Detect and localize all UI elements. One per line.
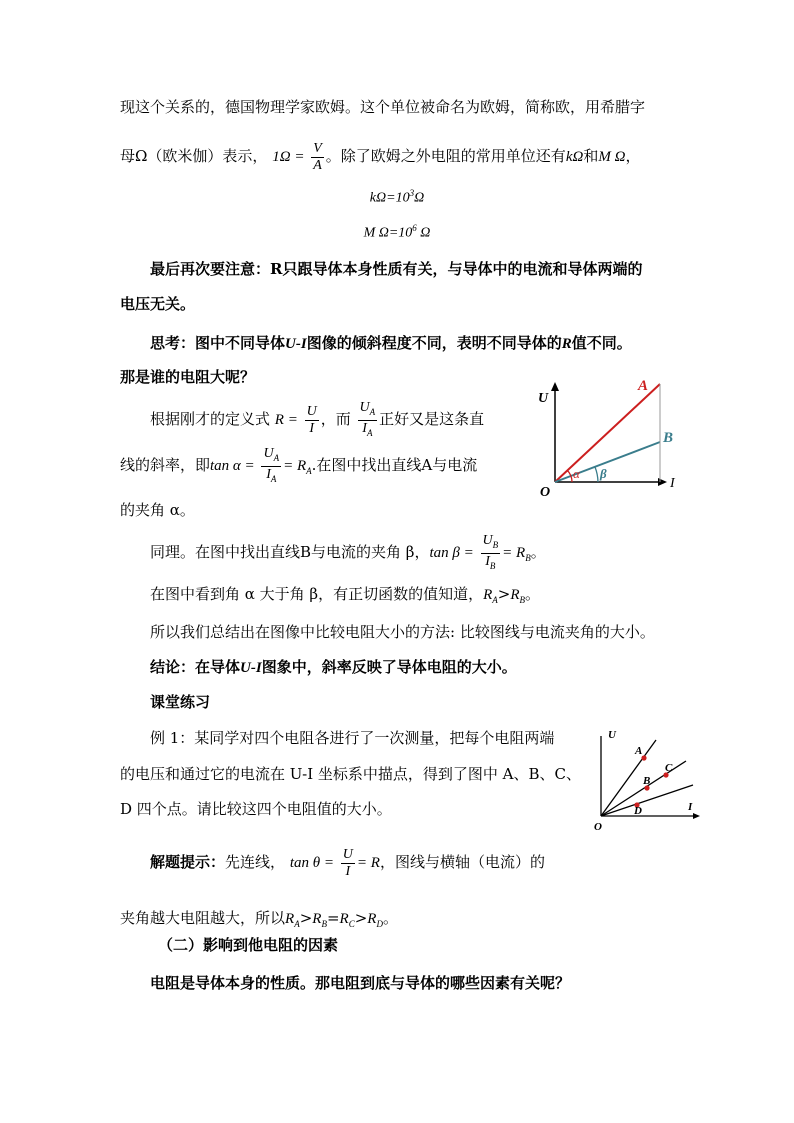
r: R	[285, 911, 295, 927]
example-line-2: 的电压和通过它的电流在 U-I 坐标系中描点，得到了图中 A、B、C、	[120, 765, 582, 783]
frac-num: V	[313, 140, 322, 156]
line-a	[555, 384, 660, 482]
ra: R	[483, 587, 493, 603]
conclusion-line	[150, 657, 517, 678]
frac-den: I	[345, 863, 351, 879]
text-segment: 值不同。	[571, 334, 632, 352]
note-line-2: 电压无关。	[120, 295, 196, 313]
section-2-title: （二）影响到他电阻的因素	[158, 936, 339, 954]
origin-label: O	[594, 821, 602, 833]
line-a-label: A	[638, 378, 649, 394]
text-segment: 正好又是这条直	[379, 410, 485, 428]
eq-ra: = R	[283, 458, 307, 474]
y-axis-label: U	[608, 729, 616, 741]
hint-line-2	[120, 908, 398, 934]
frac-den: I	[485, 553, 490, 569]
ra-sub: A	[492, 595, 498, 605]
hint-label: 解题提示：	[150, 853, 226, 871]
sub: B	[321, 919, 327, 929]
rb-sub: B	[525, 553, 531, 563]
y-axis-arrow-icon	[551, 382, 559, 391]
frac-num: U	[359, 399, 370, 415]
frac-sub: A	[366, 427, 373, 438]
mohm-equation	[0, 223, 794, 242]
line-through-b-c	[601, 761, 686, 816]
text-segment: 母Ω（欧米伽）表示，	[120, 147, 268, 165]
def-line-1	[150, 397, 484, 441]
example-line-3: D 四个点。请比较这四个电阻值的大小。	[120, 800, 392, 818]
eq-text: kΩ=10	[369, 190, 410, 206]
para-ohm-line-2	[120, 136, 640, 176]
text-segment: 。	[525, 585, 541, 603]
eq-text: Ω	[416, 225, 431, 241]
r: R	[339, 911, 349, 927]
fraction-ua-over-ia-2	[261, 446, 281, 487]
fraction-u-over-i-2	[341, 847, 355, 880]
frac-sub: B	[492, 539, 499, 550]
point-c-label: C	[665, 762, 673, 774]
r: R	[367, 911, 377, 927]
frac-num: U	[306, 403, 317, 419]
text-segment: ，	[625, 147, 641, 165]
frac-num: U	[263, 445, 274, 461]
unit-kohm: kΩ	[565, 149, 584, 165]
frac-sub: A	[369, 406, 376, 417]
fraction-u-over-i	[305, 404, 319, 437]
text-segment: 先连线，	[225, 853, 286, 871]
fraction-v-over-a	[311, 141, 324, 174]
rb: R	[510, 587, 520, 603]
ui-graph-lines-a-b	[530, 370, 690, 500]
r: R	[312, 911, 322, 927]
eq-text: Ω	[414, 190, 425, 206]
tan-theta: tan θ =	[289, 855, 334, 871]
r-eq: R =	[274, 412, 298, 428]
sub: C	[348, 919, 355, 929]
origin-label: O	[540, 485, 551, 500]
eq-exponent: 6	[412, 223, 417, 233]
op: >	[354, 909, 368, 927]
sub: A	[294, 919, 300, 929]
eq-exponent: 3	[409, 188, 415, 198]
frac-den: I	[266, 466, 271, 482]
text-segment: 。	[382, 909, 398, 927]
unit-mohm: M Ω	[598, 149, 626, 165]
ui-graph-points	[590, 724, 705, 834]
practice-title: 课堂练习	[150, 693, 211, 711]
question-line: 电阻是导体本身的性质。那电阻到底与导体的哪些因素有关呢？	[150, 974, 571, 992]
frac-sub: A	[273, 452, 280, 463]
same-line	[150, 530, 546, 574]
frac-den: I	[362, 420, 367, 436]
point-d-label: D	[634, 805, 642, 817]
note-line-1: 最后再次要注意：R只跟导体本身性质有关，与导体中的电流和导体两端的	[150, 260, 643, 278]
rb-sub: B	[519, 595, 526, 605]
text-segment: 夹角越大电阻越大，所以	[120, 909, 286, 927]
text-segment: 在图中看到角 α 大于角 β，有正切函数的值知道，	[150, 585, 484, 603]
example-line-1: 例 1：某同学对四个电阻各进行了一次测量，把每个电阻两端	[150, 729, 555, 747]
beta-label: β	[600, 466, 607, 481]
ra-sub: A	[306, 466, 312, 476]
def-line-3: 的夹角 α。	[120, 501, 195, 519]
op: =	[326, 909, 340, 927]
eq-rb: = R	[502, 545, 526, 561]
ohm-eq-lhs: 1Ω =	[272, 149, 305, 165]
text-segment: 图像的倾斜程度不同，表明不同导体的	[306, 334, 562, 352]
fraction-ua-over-ia	[358, 400, 378, 441]
eq-text: M Ω=10	[363, 225, 413, 241]
frac-den: A	[313, 157, 322, 173]
kohm-equation	[0, 188, 794, 207]
alpha-label: α	[573, 466, 580, 481]
frac-sub: B	[489, 560, 496, 571]
x-axis-arrow-icon	[693, 813, 700, 819]
frac-num: U	[342, 846, 353, 862]
angle-beta-arc	[595, 467, 598, 482]
x-axis-arrow-icon	[658, 478, 667, 486]
text-segment: 结论：在导体	[150, 658, 241, 676]
text-segment: 。	[530, 543, 546, 561]
x-axis-label: I	[688, 801, 693, 813]
text-segment: 同理。在图中找出直线B与电流的夹角 β，	[150, 543, 430, 561]
text-segment: ，而	[320, 410, 351, 428]
gt: >	[497, 585, 511, 603]
text-segment: .在图中找出直线A与电流	[311, 456, 478, 474]
think-line-1	[150, 333, 632, 354]
ui-symbol: U-I	[285, 336, 307, 352]
tan-alpha: tan α =	[210, 458, 255, 474]
point-a-label: A	[635, 745, 643, 757]
def-line-2	[120, 443, 477, 487]
text-segment: 思考：图中不同导体	[150, 334, 286, 352]
text-segment: 。除了欧姆之外电阻的常用单位还有	[325, 147, 566, 165]
text-segment: 根据刚才的定义式	[150, 410, 271, 428]
frac-sub: A	[270, 473, 277, 484]
sub: D	[376, 919, 383, 929]
tan-beta: tan β =	[429, 545, 474, 561]
x-axis-label: I	[670, 476, 675, 491]
point-b-label: B	[643, 775, 651, 787]
r-symbol: R	[561, 336, 572, 352]
line-b-label: B	[663, 430, 674, 446]
text-segment: 和	[583, 147, 599, 165]
compare-line	[150, 584, 540, 610]
method-line: 所以我们总结出在图像中比较电阻大小的方法: 比较图线与电流夹角的大小。	[150, 623, 655, 641]
op: >	[299, 909, 313, 927]
para-ohm-line-1: 现这个关系的，德国物理学家欧姆。这个单位被命名为欧姆，简称欧，用希腊字	[120, 98, 646, 116]
text-segment: 线的斜率，即	[120, 456, 211, 474]
ui-symbol: U-I	[240, 660, 262, 676]
eq-r: = R	[356, 855, 380, 871]
think-line-2: 那是谁的电阻大呢？	[120, 368, 256, 386]
hint-line-1	[150, 840, 545, 884]
text-segment: 图象中，斜率反映了导体电阻的大小。	[261, 658, 517, 676]
frac-num: U	[482, 532, 493, 548]
fraction-ub-over-ib	[481, 533, 501, 574]
y-axis-label: U	[538, 391, 549, 406]
text-segment: ，图线与横轴（电流）的	[379, 853, 545, 871]
frac-den: I	[309, 420, 315, 436]
